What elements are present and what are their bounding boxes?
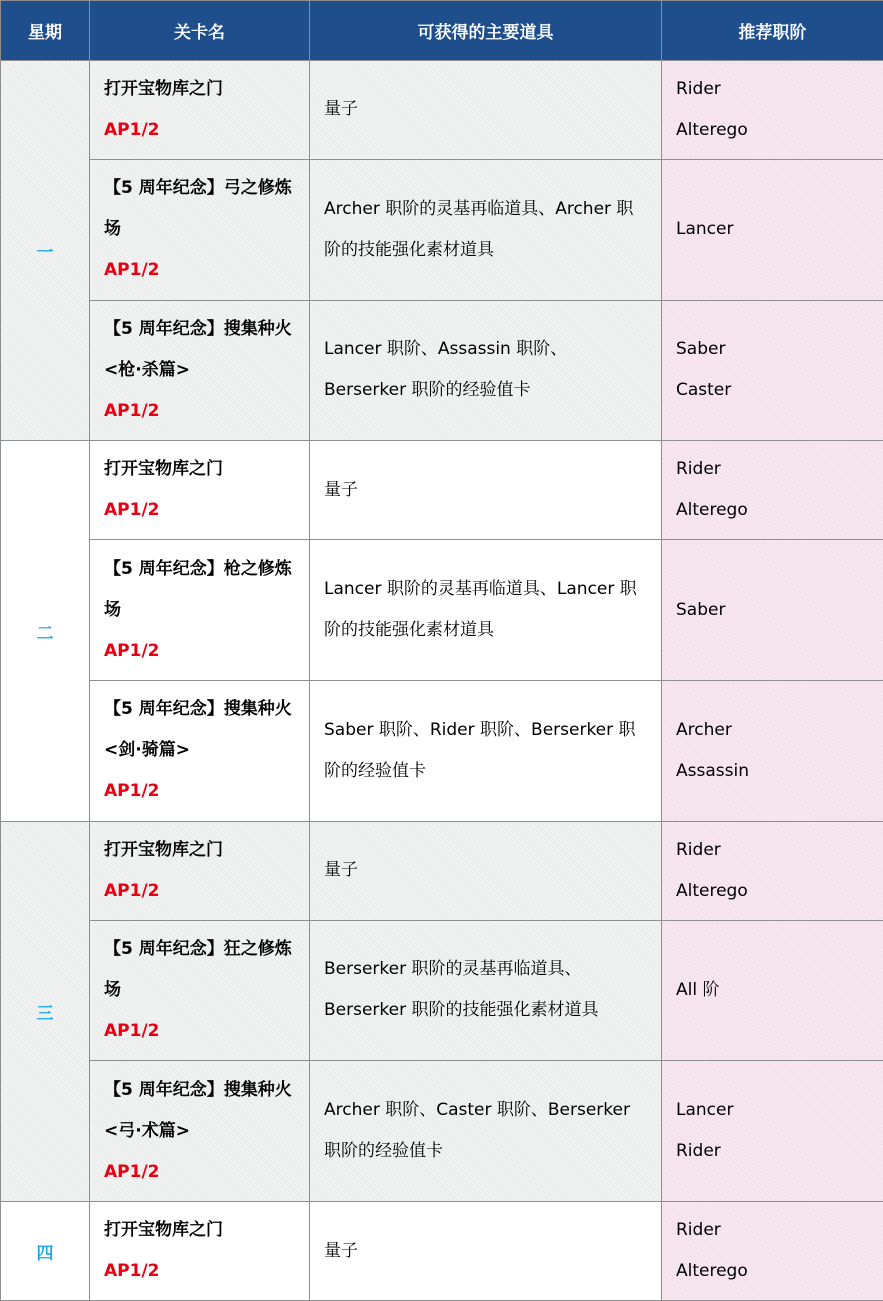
items-cell: Berserker 职阶的灵基再临道具、Berserker 职阶的技能强化素材道具	[310, 920, 662, 1061]
stage-name-cell	[90, 680, 310, 821]
table-row	[1, 680, 883, 821]
class-cell	[662, 300, 883, 441]
items-cell: 量子	[310, 1202, 662, 1301]
class-cell	[662, 159, 883, 300]
class-cell	[662, 540, 883, 681]
table-row	[1, 821, 883, 920]
ap-cost: AP1/2	[104, 880, 160, 901]
class-cell	[662, 61, 883, 160]
ap-cost: AP1/2	[104, 119, 160, 140]
class-name: Rider	[676, 78, 721, 99]
table-row	[1, 540, 883, 681]
stage-name: 打开宝物库之门	[104, 839, 223, 860]
class-name: Rider	[676, 1141, 721, 1162]
stage-name-cell	[90, 300, 310, 441]
items-cell: 量子	[310, 61, 662, 160]
header-stage-name: 关卡名	[90, 1, 310, 61]
items-cell: 量子	[310, 441, 662, 540]
class-name: Saber	[676, 339, 726, 360]
items-cell: Lancer 职阶的灵基再临道具、Lancer 职阶的技能强化素材道具	[310, 540, 662, 681]
ap-cost: AP1/2	[104, 1261, 160, 1282]
day-cell: 二	[1, 441, 90, 821]
class-name: Rider	[676, 1220, 721, 1241]
header-day: 星期	[1, 1, 90, 61]
table-row	[1, 1061, 883, 1202]
table-row	[1, 1202, 883, 1301]
class-name: Alterego	[676, 880, 748, 901]
table-row	[1, 61, 883, 160]
table-row	[1, 441, 883, 540]
stage-name-cell	[90, 159, 310, 300]
stage-name: 打开宝物库之门	[104, 1220, 223, 1241]
ap-cost: AP1/2	[104, 781, 160, 802]
day-cell: 三	[1, 821, 90, 1201]
class-name: Alterego	[676, 1261, 748, 1282]
ap-cost: AP1/2	[104, 640, 160, 661]
table-row	[1, 920, 883, 1061]
stage-name: 【5 周年纪念】狂之修炼场	[104, 938, 292, 1000]
items-cell: Archer 职阶的灵基再临道具、Archer 职阶的技能强化素材道具	[310, 159, 662, 300]
class-name: Archer	[676, 719, 732, 740]
stage-name: 【5 周年纪念】搜集种火<弓·术篇>	[104, 1079, 292, 1141]
items-cell: Archer 职阶、Caster 职阶、Berserker 职阶的经验值卡	[310, 1061, 662, 1202]
ap-cost: AP1/2	[104, 400, 160, 421]
class-cell	[662, 1202, 883, 1301]
stage-name: 【5 周年纪念】枪之修炼场	[104, 558, 292, 620]
stage-name-cell	[90, 540, 310, 681]
day-cell: 四	[1, 1202, 90, 1301]
stage-name-cell	[90, 920, 310, 1061]
class-cell	[662, 821, 883, 920]
items-cell: Saber 职阶、Rider 职阶、Berserker 职阶的经验值卡	[310, 680, 662, 821]
stage-name: 【5 周年纪念】搜集种火<剑·骑篇>	[104, 699, 292, 761]
stage-name: 【5 周年纪念】搜集种火<枪·杀篇>	[104, 318, 292, 380]
items-cell: Lancer 职阶、Assassin 职阶、Berserker 职阶的经验值卡	[310, 300, 662, 441]
class-cell	[662, 441, 883, 540]
class-cell	[662, 1061, 883, 1202]
header-main-items: 可获得的主要道具	[310, 1, 662, 61]
ap-cost: AP1/2	[104, 1020, 160, 1041]
class-cell	[662, 920, 883, 1061]
stage-name: 打开宝物库之门	[104, 78, 223, 99]
day-cell: 一	[1, 61, 90, 441]
table-row	[1, 159, 883, 300]
class-name: Lancer	[676, 219, 734, 240]
stage-name-cell	[90, 1061, 310, 1202]
class-name: Alterego	[676, 119, 748, 140]
header-row	[1, 1, 883, 61]
class-name: Lancer	[676, 1100, 734, 1121]
class-name: Assassin	[676, 760, 749, 781]
class-name: Saber	[676, 599, 726, 620]
table-row	[1, 300, 883, 441]
header-recommended-class: 推荐职阶	[662, 1, 883, 61]
ap-cost: AP1/2	[104, 260, 160, 281]
stage-name-cell	[90, 441, 310, 540]
ap-cost: AP1/2	[104, 500, 160, 521]
stage-name-cell	[90, 821, 310, 920]
table-header	[1, 1, 883, 61]
ap-cost: AP1/2	[104, 1161, 160, 1182]
class-name: Alterego	[676, 500, 748, 521]
stage-name-cell	[90, 1202, 310, 1301]
items-cell: 量子	[310, 821, 662, 920]
class-name: All 阶	[676, 979, 720, 1000]
class-name: Rider	[676, 459, 721, 480]
class-name: Caster	[676, 380, 732, 401]
class-cell	[662, 680, 883, 821]
stage-name: 打开宝物库之门	[104, 459, 223, 480]
class-name: Rider	[676, 839, 721, 860]
stage-name: 【5 周年纪念】弓之修炼场	[104, 178, 292, 240]
stage-name-cell	[90, 61, 310, 160]
